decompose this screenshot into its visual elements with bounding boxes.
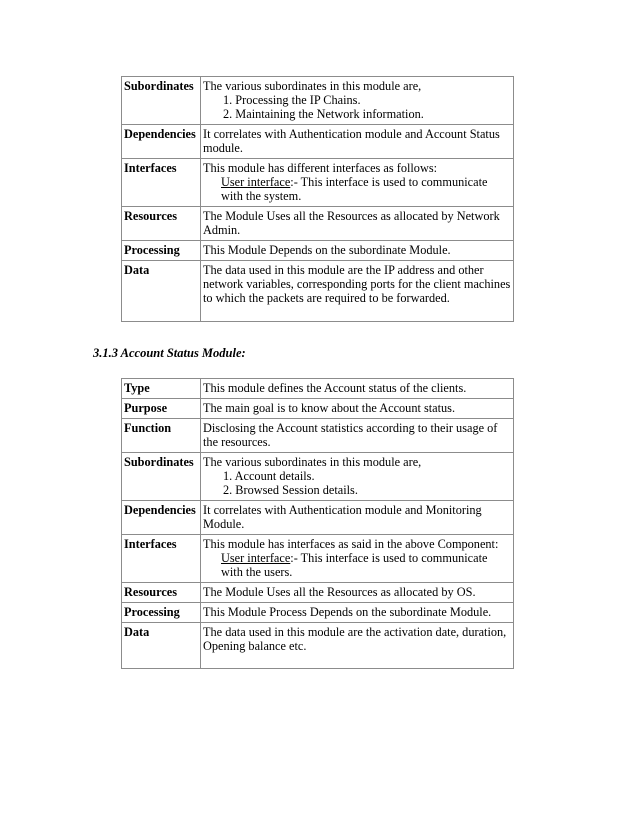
row-value-line: This module has interfaces as said in the above Component: [203,537,499,551]
row-value-line: 1. Account details. [223,469,315,483]
interface-name: User interface [221,551,291,565]
row-label: Resources [122,583,201,603]
row-label: Interfaces [122,535,201,583]
table-row [122,419,514,453]
row-value: This Module Process Depends on the subordinate Module. [201,603,514,623]
row-value-line: This module has different interfaces as follows: [203,161,438,175]
row-label: Processing [122,241,201,261]
row-label: Type [122,379,201,399]
row-label: Data [122,623,201,669]
table-row [122,453,514,501]
row-value-line: 2. Maintaining the Network information. [223,107,424,121]
row-label: Subordinates [122,77,201,125]
row-value [201,535,514,583]
row-value-line: The various subordinates in this module are, [203,79,422,93]
table-row [122,77,514,125]
interface-desc: :- This interface is used to communicate [290,175,488,189]
row-label: Interfaces [122,159,201,207]
row-value: This Module Depends on the subordinate Module. [201,241,514,261]
module-table-2 [121,378,514,669]
row-value: The main goal is to know about the Account status. [201,399,514,419]
table-row [122,583,514,603]
row-value-line: 2. Browsed Session details. [223,483,358,497]
row-value-line: with the system. [221,189,302,203]
row-value [201,453,514,501]
row-value: The Module Uses all the Resources as allocated by Network Admin. [201,207,514,241]
row-label: Processing [122,603,201,623]
row-value [201,77,514,125]
table-row [122,603,514,623]
table-row [122,399,514,419]
row-value [201,159,514,207]
table-row [122,535,514,583]
row-value: It correlates with Authentication module and Monitoring Module. [201,501,514,535]
row-value: The data used in this module are the IP address and other network variables, corresponding ports for the client machines to which the packets are required to be forwarded. [201,261,514,322]
table-row [122,125,514,159]
row-label: Function [122,419,201,453]
table-row [122,207,514,241]
row-value: It correlates with Authentication module and Account Status module. [201,125,514,159]
table-row [122,261,514,322]
row-label: Purpose [122,399,201,419]
row-value: Disclosing the Account statistics according to their usage of the resources. [201,419,514,453]
interface-name: User interface [221,175,291,189]
section-heading: 3.1.3 Account Status Module: [93,346,246,360]
row-label: Subordinates [122,453,201,501]
row-value-line: 1. Processing the IP Chains. [223,93,361,107]
table-row [122,379,514,399]
table-row [122,159,514,207]
row-value-line: The various subordinates in this module are, [203,455,422,469]
module-table-1 [121,76,514,322]
table-row [122,623,514,669]
row-label: Resources [122,207,201,241]
row-label: Dependencies [122,501,201,535]
table-row [122,501,514,535]
row-value-line [203,175,511,189]
interface-desc: :- This interface is used to communicate [290,551,488,565]
row-label: Dependencies [122,125,201,159]
table-row [122,241,514,261]
row-value-line: with the users. [221,565,293,579]
row-value-line [203,551,511,565]
row-value: The Module Uses all the Resources as allocated by OS. [201,583,514,603]
row-label: Data [122,261,201,322]
row-value: This module defines the Account status of the clients. [201,379,514,399]
row-value: The data used in this module are the activation date, duration, Opening balance etc. [201,623,514,669]
